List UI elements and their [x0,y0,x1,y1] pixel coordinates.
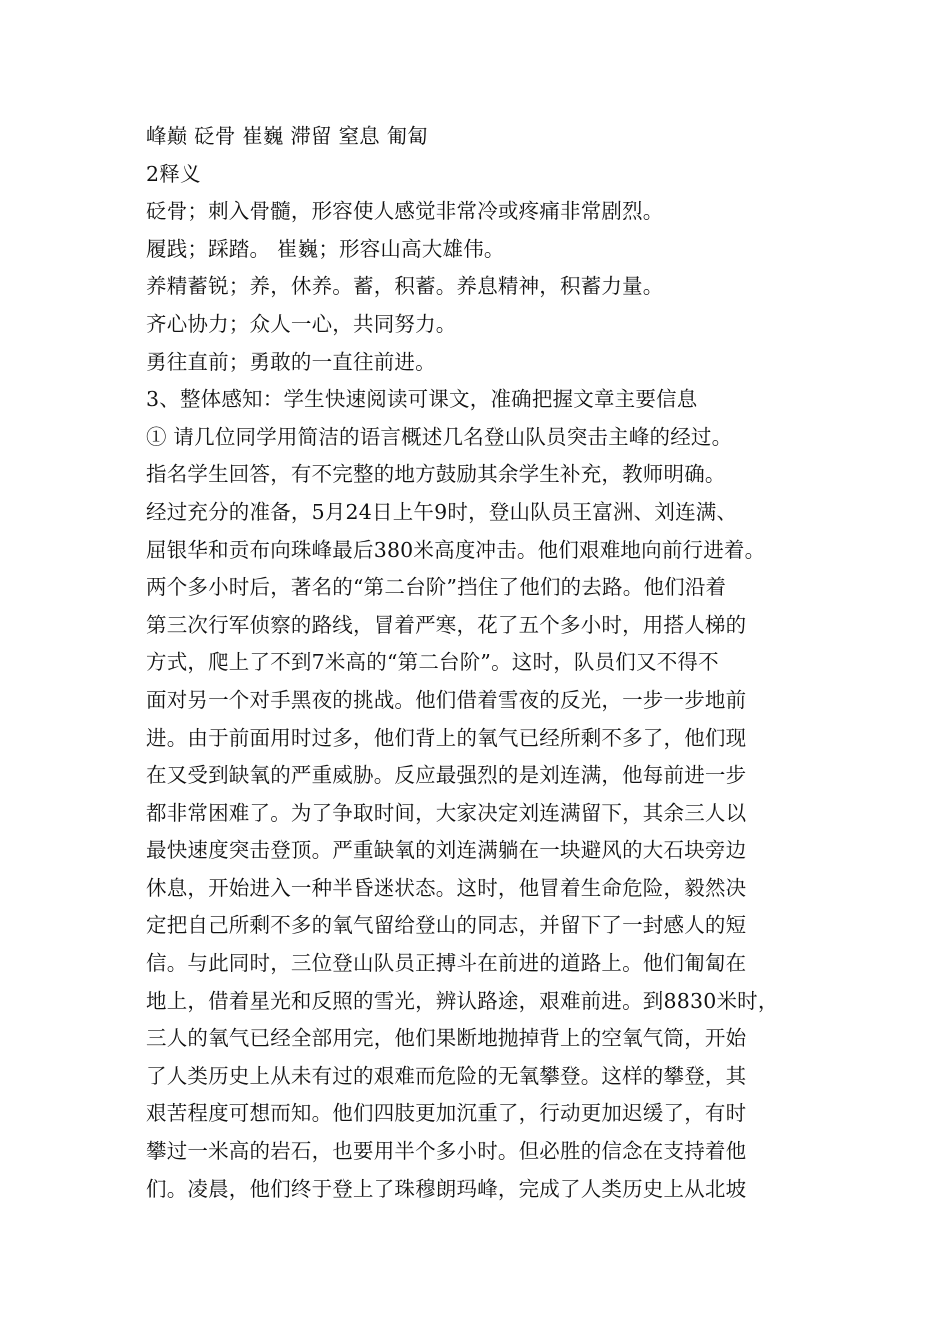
paragraph-line: 三人的氧气已经全部用完，他们果断地抛掉背上的空氧气筒，开始 [146,1026,747,1051]
paragraph-line: 定把自己所剩不多的氧气留给登山的同志，并留下了一封感人的短 [146,913,747,938]
paragraph-line: 艰苦程度可想而知。他们四肢更加沉重了，行动更加迟缓了，有时 [146,1101,747,1126]
paragraph-line: 在又受到缺氧的严重威胁。反应最强烈的是刘连满，他每前进一步 [146,763,747,788]
definition-line: 砭骨；刺入骨髓，形容使人感觉非常冷或疼痛非常剧烈。 [146,199,664,224]
task-line: ① 请几位同学用简洁的语言概述几名登山队员突击主峰的经过。 [146,424,733,449]
paragraph-line: 屈银华和贡布向珠峰最后380米高度冲击。他们艰难地向前行进着。 [146,537,766,562]
paragraph-line: 面对另一个对手黑夜的挑战。他们借着雪夜的反光，一步一步地前 [146,687,747,712]
definition-line: 齐心协力；众人一心，共同努力。 [146,311,457,336]
paragraph-line: 两个多小时后，著名的“第二台阶”挡住了他们的去路。他们沿着 [146,575,727,600]
definition-line: 履践；踩踏。 崔巍；形容山高大雄伟。 [146,236,505,261]
section-heading-overall-perception: 3、整体感知：学生快速阅读可课文，准确把握文章主要信息 [146,387,698,412]
paragraph-line: 们。凌晨，他们终于登上了珠穆朗玛峰，完成了人类历史上从北坡 [146,1176,747,1201]
paragraph-line: 地上，借着星光和反照的雪光，辨认路途，艰难前进。到8830米时， [146,988,779,1013]
vocabulary-words-line: 峰巅 砭骨 崔巍 滞留 窒息 匍匐 [146,124,428,148]
paragraph-line: 了人类历史上从未有过的艰难而危险的无氧攀登。这样的攀登，其 [146,1063,747,1088]
paragraph-line: 攀过一米高的岩石，也要用半个多小时。但必胜的信念在支持着他 [146,1139,747,1164]
paragraph-line: 第三次行军侦察的路线，冒着严寒，花了五个多小时，用搭人梯的 [146,612,747,637]
paragraph-line: 都非常困难了。为了争取时间，大家决定刘连满留下，其余三人以 [146,800,747,825]
paragraph-line: 经过充分的准备，5月24日上午9时，登山队员王富洲、刘连满、 [146,499,738,524]
instruction-line: 指名学生回答，有不完整的地方鼓励其余学生补充，教师明确。 [146,462,726,487]
definition-line: 养精蓄锐；养，休养。蓄，积蓄。养息精神，积蓄力量。 [146,274,664,299]
paragraph-line: 信。与此同时，三位登山队员正搏斗在前进的道路上。他们匍匐在 [146,951,747,976]
paragraph-line: 最快速度突击登顶。严重缺氧的刘连满躺在一块避风的大石块旁边 [146,838,747,863]
paragraph-line: 进。由于前面用时过多，他们背上的氧气已经所剩不多了，他们现 [146,725,747,750]
paragraph-line: 休息，开始进入一种半昏迷状态。这时，他冒着生命危险，毅然决 [146,875,747,900]
paragraph-line: 方式，爬上了不到7米高的“第二台阶”。这时，队员们又不得不 [146,650,719,675]
section-heading-definitions: 2释义 [146,161,201,186]
document-body [146,118,836,1208]
definition-line: 勇往直前；勇敢的一直往前进。 [146,349,436,374]
